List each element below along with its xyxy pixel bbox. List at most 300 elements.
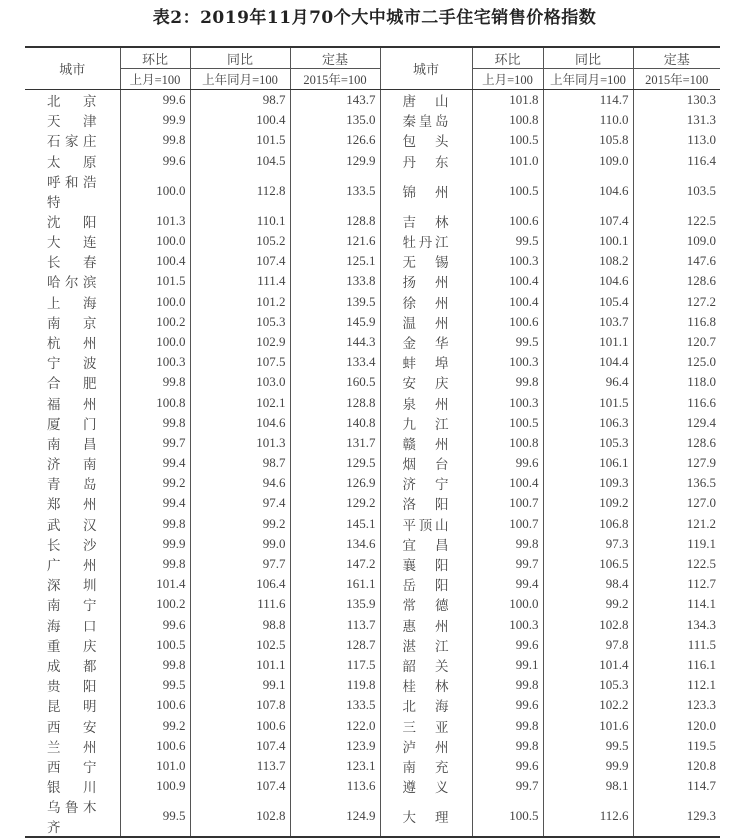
right-base-cell: 119.5 bbox=[633, 736, 720, 756]
right-yoy-cell: 106.1 bbox=[543, 453, 633, 473]
right-base-cell: 114.7 bbox=[633, 776, 720, 796]
left-city-cell: 深圳 bbox=[25, 574, 120, 594]
right-city-cell: 大理 bbox=[380, 796, 472, 837]
right-mom-cell: 100.4 bbox=[472, 271, 543, 291]
header-mom-right: 环比 bbox=[472, 47, 543, 69]
right-city-cell: 济宁 bbox=[380, 473, 472, 493]
left-base-cell: 122.0 bbox=[290, 715, 380, 735]
left-yoy-cell: 94.6 bbox=[190, 473, 290, 493]
table-row bbox=[25, 271, 720, 291]
right-mom-cell: 99.6 bbox=[472, 756, 543, 776]
table-row bbox=[25, 130, 720, 150]
left-mom-cell: 99.6 bbox=[120, 615, 190, 635]
right-city-cell: 遵义 bbox=[380, 776, 472, 796]
left-base-cell: 113.6 bbox=[290, 776, 380, 796]
right-base-cell: 120.0 bbox=[633, 715, 720, 735]
left-mom-cell: 99.2 bbox=[120, 715, 190, 735]
header-base-sub-left: 2015年=100 bbox=[290, 69, 380, 90]
left-city-cell: 南宁 bbox=[25, 594, 120, 614]
left-yoy-cell: 110.1 bbox=[190, 211, 290, 231]
left-base-cell: 133.5 bbox=[290, 695, 380, 715]
right-mom-cell: 100.5 bbox=[472, 171, 543, 211]
right-mom-cell: 100.8 bbox=[472, 433, 543, 453]
right-city-cell: 无锡 bbox=[380, 251, 472, 271]
left-mom-cell: 100.6 bbox=[120, 695, 190, 715]
right-mom-cell: 100.3 bbox=[472, 251, 543, 271]
right-yoy-cell: 102.8 bbox=[543, 615, 633, 635]
left-mom-cell: 101.5 bbox=[120, 271, 190, 291]
table-row bbox=[25, 392, 720, 412]
left-mom-cell: 99.2 bbox=[120, 473, 190, 493]
table-row bbox=[25, 715, 720, 735]
right-city-cell: 九江 bbox=[380, 413, 472, 433]
left-yoy-cell: 102.5 bbox=[190, 635, 290, 655]
right-city-cell: 平顶山 bbox=[380, 514, 472, 534]
right-mom-cell: 100.0 bbox=[472, 594, 543, 614]
left-yoy-cell: 98.8 bbox=[190, 615, 290, 635]
left-yoy-cell: 104.5 bbox=[190, 151, 290, 171]
left-city-cell: 成都 bbox=[25, 655, 120, 675]
right-city-cell: 唐山 bbox=[380, 90, 472, 111]
left-mom-cell: 99.9 bbox=[120, 110, 190, 130]
left-yoy-cell: 107.4 bbox=[190, 251, 290, 271]
right-base-cell: 120.7 bbox=[633, 332, 720, 352]
left-yoy-cell: 111.4 bbox=[190, 271, 290, 291]
right-yoy-cell: 99.5 bbox=[543, 736, 633, 756]
left-yoy-cell: 99.1 bbox=[190, 675, 290, 695]
left-mom-cell: 99.8 bbox=[120, 514, 190, 534]
left-yoy-cell: 100.4 bbox=[190, 110, 290, 130]
header-city-left: 城市 bbox=[25, 47, 120, 90]
left-base-cell: 133.8 bbox=[290, 271, 380, 291]
table-row bbox=[25, 151, 720, 171]
left-base-cell: 160.5 bbox=[290, 372, 380, 392]
right-yoy-cell: 98.4 bbox=[543, 574, 633, 594]
right-city-cell: 扬州 bbox=[380, 271, 472, 291]
right-mom-cell: 100.5 bbox=[472, 413, 543, 433]
table-row bbox=[25, 796, 720, 837]
right-base-cell: 128.6 bbox=[633, 271, 720, 291]
left-base-cell: 119.8 bbox=[290, 675, 380, 695]
left-mom-cell: 100.0 bbox=[120, 332, 190, 352]
left-yoy-cell: 113.7 bbox=[190, 756, 290, 776]
table-row bbox=[25, 332, 720, 352]
right-mom-cell: 99.5 bbox=[472, 332, 543, 352]
right-mom-cell: 99.8 bbox=[472, 715, 543, 735]
header-base-sub-right: 2015年=100 bbox=[633, 69, 720, 90]
right-yoy-cell: 106.3 bbox=[543, 413, 633, 433]
table-row bbox=[25, 312, 720, 332]
right-yoy-cell: 105.4 bbox=[543, 292, 633, 312]
right-yoy-cell: 114.7 bbox=[543, 90, 633, 111]
right-city-cell: 惠州 bbox=[380, 615, 472, 635]
header-yoy-sub-right: 上年同月=100 bbox=[543, 69, 633, 90]
left-city-cell: 重庆 bbox=[25, 635, 120, 655]
left-city-cell: 海口 bbox=[25, 615, 120, 635]
right-base-cell: 121.2 bbox=[633, 514, 720, 534]
right-mom-cell: 100.3 bbox=[472, 392, 543, 412]
right-base-cell: 129.3 bbox=[633, 796, 720, 837]
left-yoy-cell: 107.5 bbox=[190, 352, 290, 372]
table-title: 表2：2019年11月70个大中城市二手住宅销售价格指数 bbox=[152, 8, 597, 28]
left-city-cell: 郑州 bbox=[25, 493, 120, 513]
right-mom-cell: 99.4 bbox=[472, 574, 543, 594]
right-yoy-cell: 109.3 bbox=[543, 473, 633, 493]
left-yoy-cell: 107.8 bbox=[190, 695, 290, 715]
right-yoy-cell: 96.4 bbox=[543, 372, 633, 392]
left-city-cell: 上海 bbox=[25, 292, 120, 312]
left-base-cell: 128.8 bbox=[290, 392, 380, 412]
table-row bbox=[25, 171, 720, 211]
right-yoy-cell: 97.3 bbox=[543, 534, 633, 554]
left-city-cell: 太原 bbox=[25, 151, 120, 171]
left-yoy-cell: 101.3 bbox=[190, 433, 290, 453]
right-base-cell: 116.1 bbox=[633, 655, 720, 675]
left-base-cell: 124.9 bbox=[290, 796, 380, 837]
left-mom-cell: 99.8 bbox=[120, 554, 190, 574]
left-base-cell: 128.8 bbox=[290, 211, 380, 231]
header-mom-sub-right: 上月=100 bbox=[472, 69, 543, 90]
left-base-cell: 126.6 bbox=[290, 130, 380, 150]
left-city-cell: 北京 bbox=[25, 90, 120, 111]
left-base-cell: 145.9 bbox=[290, 312, 380, 332]
left-mom-cell: 100.5 bbox=[120, 635, 190, 655]
left-city-cell: 呼和浩特 bbox=[25, 171, 120, 211]
right-yoy-cell: 107.4 bbox=[543, 211, 633, 231]
table-row bbox=[25, 756, 720, 776]
left-mom-cell: 101.3 bbox=[120, 211, 190, 231]
right-city-cell: 烟台 bbox=[380, 453, 472, 473]
table-row bbox=[25, 453, 720, 473]
table-row bbox=[25, 251, 720, 271]
right-city-cell: 包头 bbox=[380, 130, 472, 150]
header-yoy-sub-left: 上年同月=100 bbox=[190, 69, 290, 90]
right-mom-cell: 100.5 bbox=[472, 796, 543, 837]
left-base-cell: 144.3 bbox=[290, 332, 380, 352]
table-row bbox=[25, 534, 720, 554]
left-city-cell: 长春 bbox=[25, 251, 120, 271]
left-city-cell: 银川 bbox=[25, 776, 120, 796]
table-row bbox=[25, 615, 720, 635]
table-row bbox=[25, 514, 720, 534]
left-base-cell: 123.1 bbox=[290, 756, 380, 776]
left-mom-cell: 99.6 bbox=[120, 90, 190, 111]
left-mom-cell: 99.8 bbox=[120, 413, 190, 433]
right-yoy-cell: 100.1 bbox=[543, 231, 633, 251]
right-base-cell: 122.5 bbox=[633, 211, 720, 231]
left-city-cell: 南昌 bbox=[25, 433, 120, 453]
right-base-cell: 116.4 bbox=[633, 151, 720, 171]
right-yoy-cell: 101.1 bbox=[543, 332, 633, 352]
left-yoy-cell: 103.0 bbox=[190, 372, 290, 392]
left-mom-cell: 99.9 bbox=[120, 534, 190, 554]
left-city-cell: 长沙 bbox=[25, 534, 120, 554]
right-city-cell: 常德 bbox=[380, 594, 472, 614]
left-yoy-cell: 101.1 bbox=[190, 655, 290, 675]
right-city-cell: 岳阳 bbox=[380, 574, 472, 594]
right-yoy-cell: 104.4 bbox=[543, 352, 633, 372]
right-mom-cell: 99.7 bbox=[472, 554, 543, 574]
left-mom-cell: 100.0 bbox=[120, 171, 190, 211]
left-base-cell: 125.1 bbox=[290, 251, 380, 271]
table-row bbox=[25, 292, 720, 312]
right-city-cell: 南充 bbox=[380, 756, 472, 776]
right-yoy-cell: 101.4 bbox=[543, 655, 633, 675]
right-city-cell: 丹东 bbox=[380, 151, 472, 171]
right-city-cell: 桂林 bbox=[380, 675, 472, 695]
left-city-cell: 青岛 bbox=[25, 473, 120, 493]
left-base-cell: 135.0 bbox=[290, 110, 380, 130]
table-row bbox=[25, 473, 720, 493]
table-row bbox=[25, 675, 720, 695]
right-city-cell: 蚌埠 bbox=[380, 352, 472, 372]
right-mom-cell: 100.7 bbox=[472, 514, 543, 534]
right-mom-cell: 99.1 bbox=[472, 655, 543, 675]
left-base-cell: 113.7 bbox=[290, 615, 380, 635]
right-city-cell: 泸州 bbox=[380, 736, 472, 756]
left-base-cell: 129.2 bbox=[290, 493, 380, 513]
right-mom-cell: 100.5 bbox=[472, 130, 543, 150]
right-mom-cell: 101.0 bbox=[472, 151, 543, 171]
left-base-cell: 121.6 bbox=[290, 231, 380, 251]
right-yoy-cell: 106.8 bbox=[543, 514, 633, 534]
left-city-cell: 西安 bbox=[25, 715, 120, 735]
left-base-cell: 161.1 bbox=[290, 574, 380, 594]
left-base-cell: 129.5 bbox=[290, 453, 380, 473]
right-yoy-cell: 110.0 bbox=[543, 110, 633, 130]
right-mom-cell: 99.6 bbox=[472, 695, 543, 715]
left-base-cell: 140.8 bbox=[290, 413, 380, 433]
right-yoy-cell: 104.6 bbox=[543, 171, 633, 211]
right-mom-cell: 101.8 bbox=[472, 90, 543, 111]
table-row bbox=[25, 695, 720, 715]
right-base-cell: 131.3 bbox=[633, 110, 720, 130]
right-yoy-cell: 105.3 bbox=[543, 433, 633, 453]
right-city-cell: 温州 bbox=[380, 312, 472, 332]
table-row bbox=[25, 110, 720, 130]
table-row bbox=[25, 554, 720, 574]
header-mom-sub-left: 上月=100 bbox=[120, 69, 190, 90]
left-base-cell: 134.6 bbox=[290, 534, 380, 554]
table-row bbox=[25, 493, 720, 513]
left-yoy-cell: 101.5 bbox=[190, 130, 290, 150]
left-mom-cell: 100.0 bbox=[120, 231, 190, 251]
left-yoy-cell: 97.4 bbox=[190, 493, 290, 513]
left-mom-cell: 100.0 bbox=[120, 292, 190, 312]
left-city-cell: 昆明 bbox=[25, 695, 120, 715]
left-yoy-cell: 105.3 bbox=[190, 312, 290, 332]
right-city-cell: 徐州 bbox=[380, 292, 472, 312]
right-city-cell: 赣州 bbox=[380, 433, 472, 453]
right-city-cell: 泉州 bbox=[380, 392, 472, 412]
table-row bbox=[25, 433, 720, 453]
right-base-cell: 111.5 bbox=[633, 635, 720, 655]
table-row bbox=[25, 413, 720, 433]
right-mom-cell: 99.8 bbox=[472, 534, 543, 554]
right-yoy-cell: 101.5 bbox=[543, 392, 633, 412]
left-city-cell: 南京 bbox=[25, 312, 120, 332]
table-row bbox=[25, 635, 720, 655]
left-base-cell: 133.5 bbox=[290, 171, 380, 211]
right-city-cell: 洛阳 bbox=[380, 493, 472, 513]
table-row bbox=[25, 372, 720, 392]
right-base-cell: 114.1 bbox=[633, 594, 720, 614]
right-yoy-cell: 109.0 bbox=[543, 151, 633, 171]
left-mom-cell: 99.7 bbox=[120, 433, 190, 453]
right-yoy-cell: 112.6 bbox=[543, 796, 633, 837]
left-yoy-cell: 98.7 bbox=[190, 453, 290, 473]
right-yoy-cell: 97.8 bbox=[543, 635, 633, 655]
right-mom-cell: 100.6 bbox=[472, 312, 543, 332]
left-yoy-cell: 101.2 bbox=[190, 292, 290, 312]
left-mom-cell: 100.8 bbox=[120, 392, 190, 412]
left-yoy-cell: 107.4 bbox=[190, 776, 290, 796]
left-yoy-cell: 106.4 bbox=[190, 574, 290, 594]
left-mom-cell: 99.4 bbox=[120, 453, 190, 473]
right-base-cell: 112.1 bbox=[633, 675, 720, 695]
table-row bbox=[25, 655, 720, 675]
left-base-cell: 147.2 bbox=[290, 554, 380, 574]
right-base-cell: 147.6 bbox=[633, 251, 720, 271]
right-base-cell: 122.5 bbox=[633, 554, 720, 574]
right-mom-cell: 100.4 bbox=[472, 473, 543, 493]
right-base-cell: 127.9 bbox=[633, 453, 720, 473]
left-city-cell: 大连 bbox=[25, 231, 120, 251]
left-mom-cell: 99.5 bbox=[120, 796, 190, 837]
header-mom-left: 环比 bbox=[120, 47, 190, 69]
left-yoy-cell: 112.8 bbox=[190, 171, 290, 211]
left-city-cell: 乌鲁木齐 bbox=[25, 796, 120, 837]
left-yoy-cell: 97.7 bbox=[190, 554, 290, 574]
left-mom-cell: 100.2 bbox=[120, 594, 190, 614]
left-city-cell: 西宁 bbox=[25, 756, 120, 776]
left-city-cell: 兰州 bbox=[25, 736, 120, 756]
header-row-1 bbox=[25, 47, 720, 69]
left-base-cell: 126.9 bbox=[290, 473, 380, 493]
left-city-cell: 合肥 bbox=[25, 372, 120, 392]
right-base-cell: 127.2 bbox=[633, 292, 720, 312]
right-base-cell: 109.0 bbox=[633, 231, 720, 251]
left-mom-cell: 99.6 bbox=[120, 151, 190, 171]
right-mom-cell: 100.6 bbox=[472, 211, 543, 231]
left-yoy-cell: 99.0 bbox=[190, 534, 290, 554]
right-city-cell: 锦州 bbox=[380, 171, 472, 211]
right-base-cell: 125.0 bbox=[633, 352, 720, 372]
right-base-cell: 128.6 bbox=[633, 433, 720, 453]
table-row bbox=[25, 574, 720, 594]
table-row bbox=[25, 594, 720, 614]
left-city-cell: 杭州 bbox=[25, 332, 120, 352]
left-city-cell: 天津 bbox=[25, 110, 120, 130]
right-mom-cell: 100.8 bbox=[472, 110, 543, 130]
table-row bbox=[25, 352, 720, 372]
left-city-cell: 贵阳 bbox=[25, 675, 120, 695]
right-base-cell: 123.3 bbox=[633, 695, 720, 715]
left-city-cell: 厦门 bbox=[25, 413, 120, 433]
table-row bbox=[25, 211, 720, 231]
right-yoy-cell: 105.3 bbox=[543, 675, 633, 695]
left-city-cell: 宁波 bbox=[25, 352, 120, 372]
right-base-cell: 116.6 bbox=[633, 392, 720, 412]
right-city-cell: 湛江 bbox=[380, 635, 472, 655]
left-mom-cell: 99.8 bbox=[120, 130, 190, 150]
right-base-cell: 127.0 bbox=[633, 493, 720, 513]
left-yoy-cell: 100.6 bbox=[190, 715, 290, 735]
table-body bbox=[25, 90, 720, 838]
left-city-cell: 武汉 bbox=[25, 514, 120, 534]
left-base-cell: 129.9 bbox=[290, 151, 380, 171]
right-mom-cell: 100.4 bbox=[472, 292, 543, 312]
left-yoy-cell: 104.6 bbox=[190, 413, 290, 433]
left-city-cell: 广州 bbox=[25, 554, 120, 574]
right-base-cell: 130.3 bbox=[633, 90, 720, 111]
left-mom-cell: 100.9 bbox=[120, 776, 190, 796]
right-yoy-cell: 98.1 bbox=[543, 776, 633, 796]
right-yoy-cell: 105.8 bbox=[543, 130, 633, 150]
left-base-cell: 145.1 bbox=[290, 514, 380, 534]
right-mom-cell: 100.7 bbox=[472, 493, 543, 513]
right-base-cell: 134.3 bbox=[633, 615, 720, 635]
left-yoy-cell: 105.2 bbox=[190, 231, 290, 251]
right-base-cell: 118.0 bbox=[633, 372, 720, 392]
left-base-cell: 143.7 bbox=[290, 90, 380, 111]
left-yoy-cell: 102.9 bbox=[190, 332, 290, 352]
left-mom-cell: 99.8 bbox=[120, 372, 190, 392]
left-base-cell: 117.5 bbox=[290, 655, 380, 675]
right-city-cell: 金华 bbox=[380, 332, 472, 352]
left-base-cell: 139.5 bbox=[290, 292, 380, 312]
left-mom-cell: 100.2 bbox=[120, 312, 190, 332]
right-city-cell: 牡丹江 bbox=[380, 231, 472, 251]
left-yoy-cell: 111.6 bbox=[190, 594, 290, 614]
left-mom-cell: 100.4 bbox=[120, 251, 190, 271]
header-base-right: 定基 bbox=[633, 47, 720, 69]
header-yoy-right: 同比 bbox=[543, 47, 633, 69]
right-base-cell: 119.1 bbox=[633, 534, 720, 554]
left-yoy-cell: 102.8 bbox=[190, 796, 290, 837]
right-yoy-cell: 99.2 bbox=[543, 594, 633, 614]
left-mom-cell: 101.4 bbox=[120, 574, 190, 594]
right-yoy-cell: 101.6 bbox=[543, 715, 633, 735]
left-city-cell: 石家庄 bbox=[25, 130, 120, 150]
left-base-cell: 135.9 bbox=[290, 594, 380, 614]
right-mom-cell: 99.6 bbox=[472, 635, 543, 655]
table-row bbox=[25, 90, 720, 111]
right-city-cell: 吉林 bbox=[380, 211, 472, 231]
right-mom-cell: 99.7 bbox=[472, 776, 543, 796]
header-row-2 bbox=[25, 69, 720, 90]
right-mom-cell: 99.8 bbox=[472, 675, 543, 695]
table-row bbox=[25, 736, 720, 756]
right-city-cell: 襄阳 bbox=[380, 554, 472, 574]
right-base-cell: 120.8 bbox=[633, 756, 720, 776]
left-mom-cell: 99.5 bbox=[120, 675, 190, 695]
left-yoy-cell: 107.4 bbox=[190, 736, 290, 756]
right-base-cell: 112.7 bbox=[633, 574, 720, 594]
table-row bbox=[25, 776, 720, 796]
right-mom-cell: 99.5 bbox=[472, 231, 543, 251]
left-city-cell: 济南 bbox=[25, 453, 120, 473]
right-base-cell: 113.0 bbox=[633, 130, 720, 150]
right-yoy-cell: 102.2 bbox=[543, 695, 633, 715]
right-yoy-cell: 103.7 bbox=[543, 312, 633, 332]
left-mom-cell: 99.4 bbox=[120, 493, 190, 513]
header-base-left: 定基 bbox=[290, 47, 380, 69]
right-city-cell: 韶关 bbox=[380, 655, 472, 675]
right-mom-cell: 99.8 bbox=[472, 736, 543, 756]
price-index-table bbox=[25, 46, 720, 838]
right-yoy-cell: 104.6 bbox=[543, 271, 633, 291]
